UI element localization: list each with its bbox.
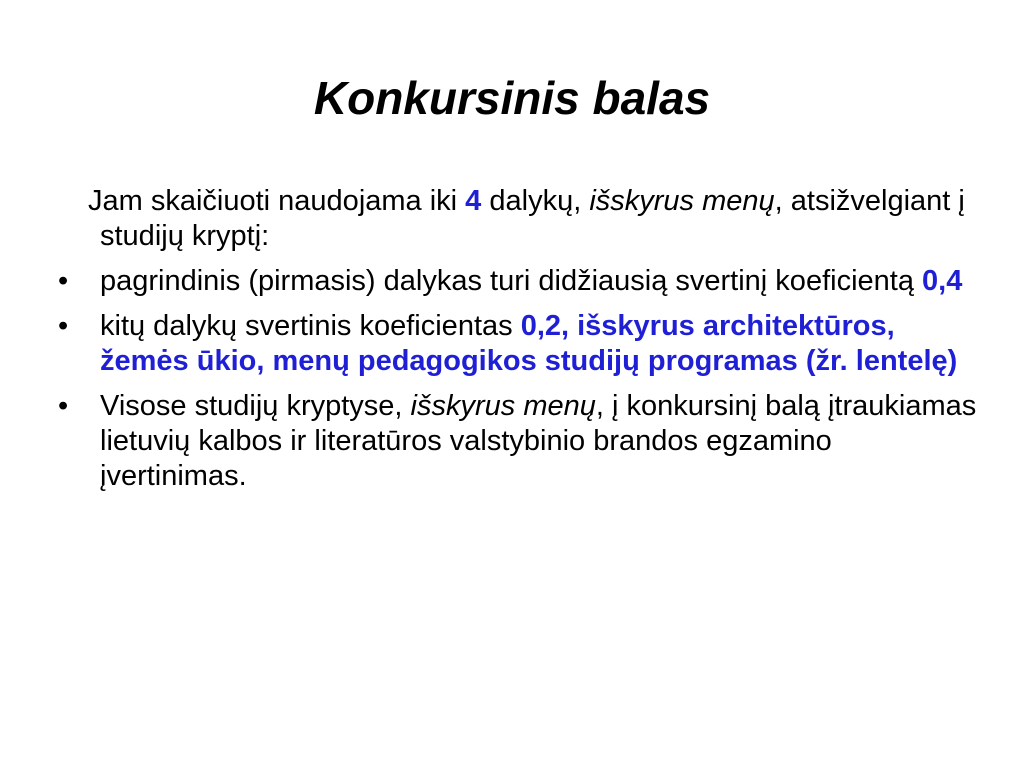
intro-italic: išskyrus menų (589, 185, 775, 217)
intro-text-2: dalykų, (481, 185, 590, 217)
bullet-1-text: pagrindinis (pirmasis) dalykas turi didžiausią svertinį koeficientą (100, 265, 923, 297)
bullet-list (58, 264, 978, 494)
list-item (58, 309, 978, 379)
bullet-3-text-1: Visose studijų kryptyse, (100, 390, 411, 422)
intro-text-3: , atsižvelgiant į studijų kryptį: (100, 185, 965, 252)
bullet-2-text: kitų dalykų svertinis koeficientas (100, 310, 521, 342)
intro-subject-count: 4 (465, 185, 482, 217)
list-item (58, 264, 978, 299)
bullet-icon: • (58, 265, 69, 297)
bullet-icon: • (58, 390, 69, 422)
bullet-2-highlight: 0,2, išskyrus architektūros, žemės ūkio, menų pedagogikos studijų programas (žr. lentelę) (100, 310, 958, 377)
intro-text-1: Jam skaičiuoti naudojama iki (88, 185, 466, 217)
slide-title: Konkursinis balas (313, 72, 711, 124)
bullet-3-text-2: , į konkursinį balą įtraukiamas lietuvių kalbos ir literatūros valstybinio brandos egzamino įvertinimas. (100, 390, 977, 492)
bullet-3-italic: išskyrus menų (410, 390, 596, 422)
list-item (58, 389, 978, 494)
intro-paragraph (58, 184, 978, 254)
slide-body (58, 184, 978, 504)
bullet-1-highlight: 0,4 (922, 265, 963, 297)
bullet-icon: • (58, 310, 69, 342)
